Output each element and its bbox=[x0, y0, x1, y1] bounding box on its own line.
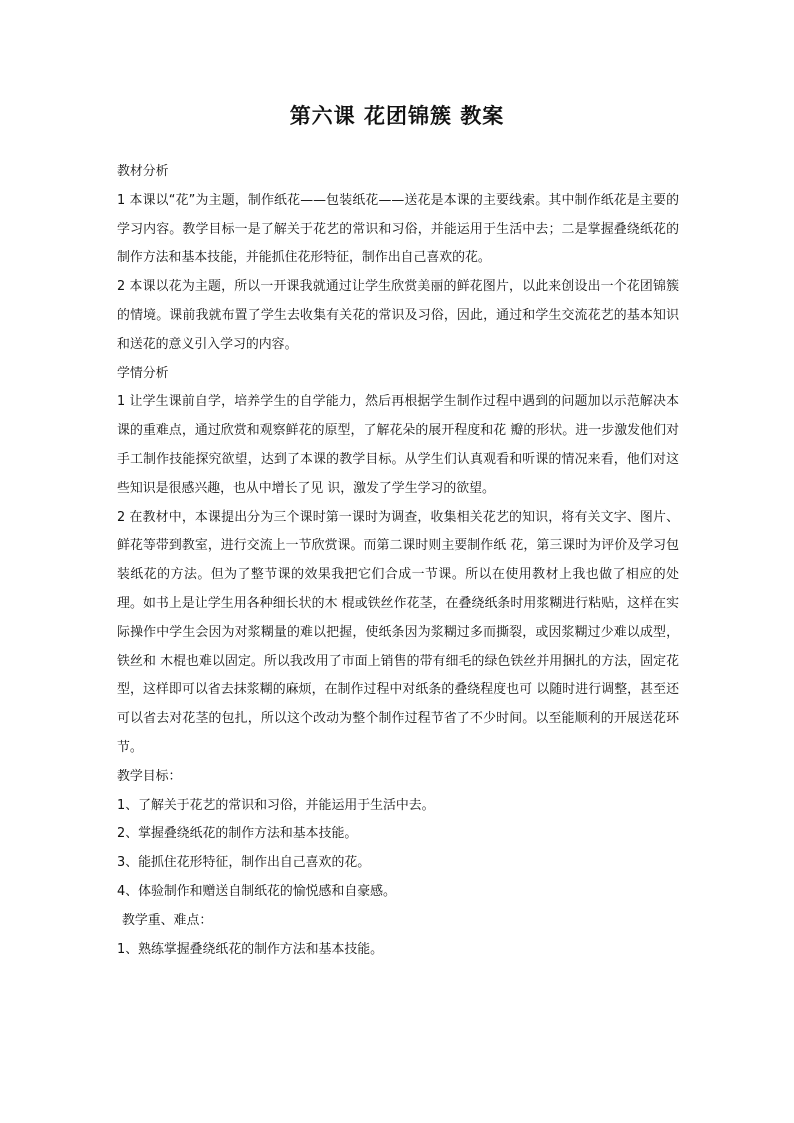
section-heading-textbook-analysis: 教材分析 bbox=[117, 164, 169, 179]
paragraph-textbook-2: 2 本课以花为主题，所以一开课我就通过让学生欣赏美丽的鲜花图片，以此来创设出一个花团锦簇的情境。课前我就布置了学生去收集有关花的常识及习俗，因此，通过和学生交流花艺的基本知识和送花的意义引入学习的内容。 bbox=[117, 279, 679, 352]
objective-item-4: 4、体验制作和赠送自制纸花的愉悦感和自豪感。 bbox=[117, 883, 396, 899]
key-difficulty-item-1: 1、熟练掌握叠绕纸花的制作方法和基本技能。 bbox=[117, 941, 384, 957]
objective-item-3: 3、能抓住花形特征，制作出自己喜欢的花。 bbox=[117, 855, 371, 871]
section-heading-key-difficulties: 教学重、难点： bbox=[122, 912, 213, 928]
document-title: 第六课 花团锦簇 教案 bbox=[289, 103, 505, 128]
objective-item-1: 1、了解关于花艺的常识和习俗，并能运用于生活中去。 bbox=[117, 797, 435, 813]
objective-item-2: 2、掌握叠绕纸花的制作方法和基本技能。 bbox=[117, 826, 358, 842]
paragraph-student-1: 1 让学生课前自学，培养学生的自学能力，然后再根据学生制作过程中遇到的问题加以示范解决本课的重难点，通过欣赏和观察鲜花的原型，了解花朵的展开程度和花 瓣的形状。进一步激发他们对手工制作技能探究欲望，达到了本课的教学目标。从学生们认真观看和听课的情况来看，他们对这些知识是很感兴趣，也从中增长了见 识，激发了学生学习的欲望。 bbox=[117, 394, 679, 496]
section-heading-student-analysis: 学情分析 bbox=[117, 365, 169, 381]
paragraph-textbook-1: 1 本课以“花”为主题，制作纸花——包装纸花——送花是本课的主要线索。其中制作纸花是主要的学习内容。教学目标一是了解关于花艺的常识和习俗，并能运用于生活中去；二是掌握叠绕纸花的制作方法和基本技能，并能抓住花形特征，制作出自己喜欢的花。 bbox=[117, 192, 679, 266]
document-body bbox=[117, 158, 679, 964]
section-heading-objectives: 教学目标： bbox=[117, 768, 182, 784]
paragraph-student-2: 2 在教材中，本课提出分为三个课时第一课时为调查，收集相关花艺的知识，将有关文字、图片、鲜花等带到教室，进行交流上一节欣赏课。而第二课时则主要制作纸 花，第三课时为评价及学习包装纸花的方法。但为了整节课的效果我把它们合成一节课。所以在使用教材上我也做了相应的处理。如书上是让学生用各种细长状的木 棍或铁丝作花茎，在叠绕纸条时用浆糊进行粘贴，这样在实际操作中学生会因为对浆糊量的难以把握，使纸条因为浆糊过多而撕裂，或因浆糊过少难以成型，铁丝和 木棍也难以固定。所以我改用了市面上销售的带有细毛的绿色铁丝并用捆扎的方法，固定花型，这样即可以省去抹浆糊的麻烦，在制作过程中对纸条的叠绕程度也可 以随时进行调整，甚至还可以省去对花茎的包扎，所以这个改动为整个制作过程节省了不少时间。以至能顺利的开展送花环节。 bbox=[117, 509, 679, 755]
